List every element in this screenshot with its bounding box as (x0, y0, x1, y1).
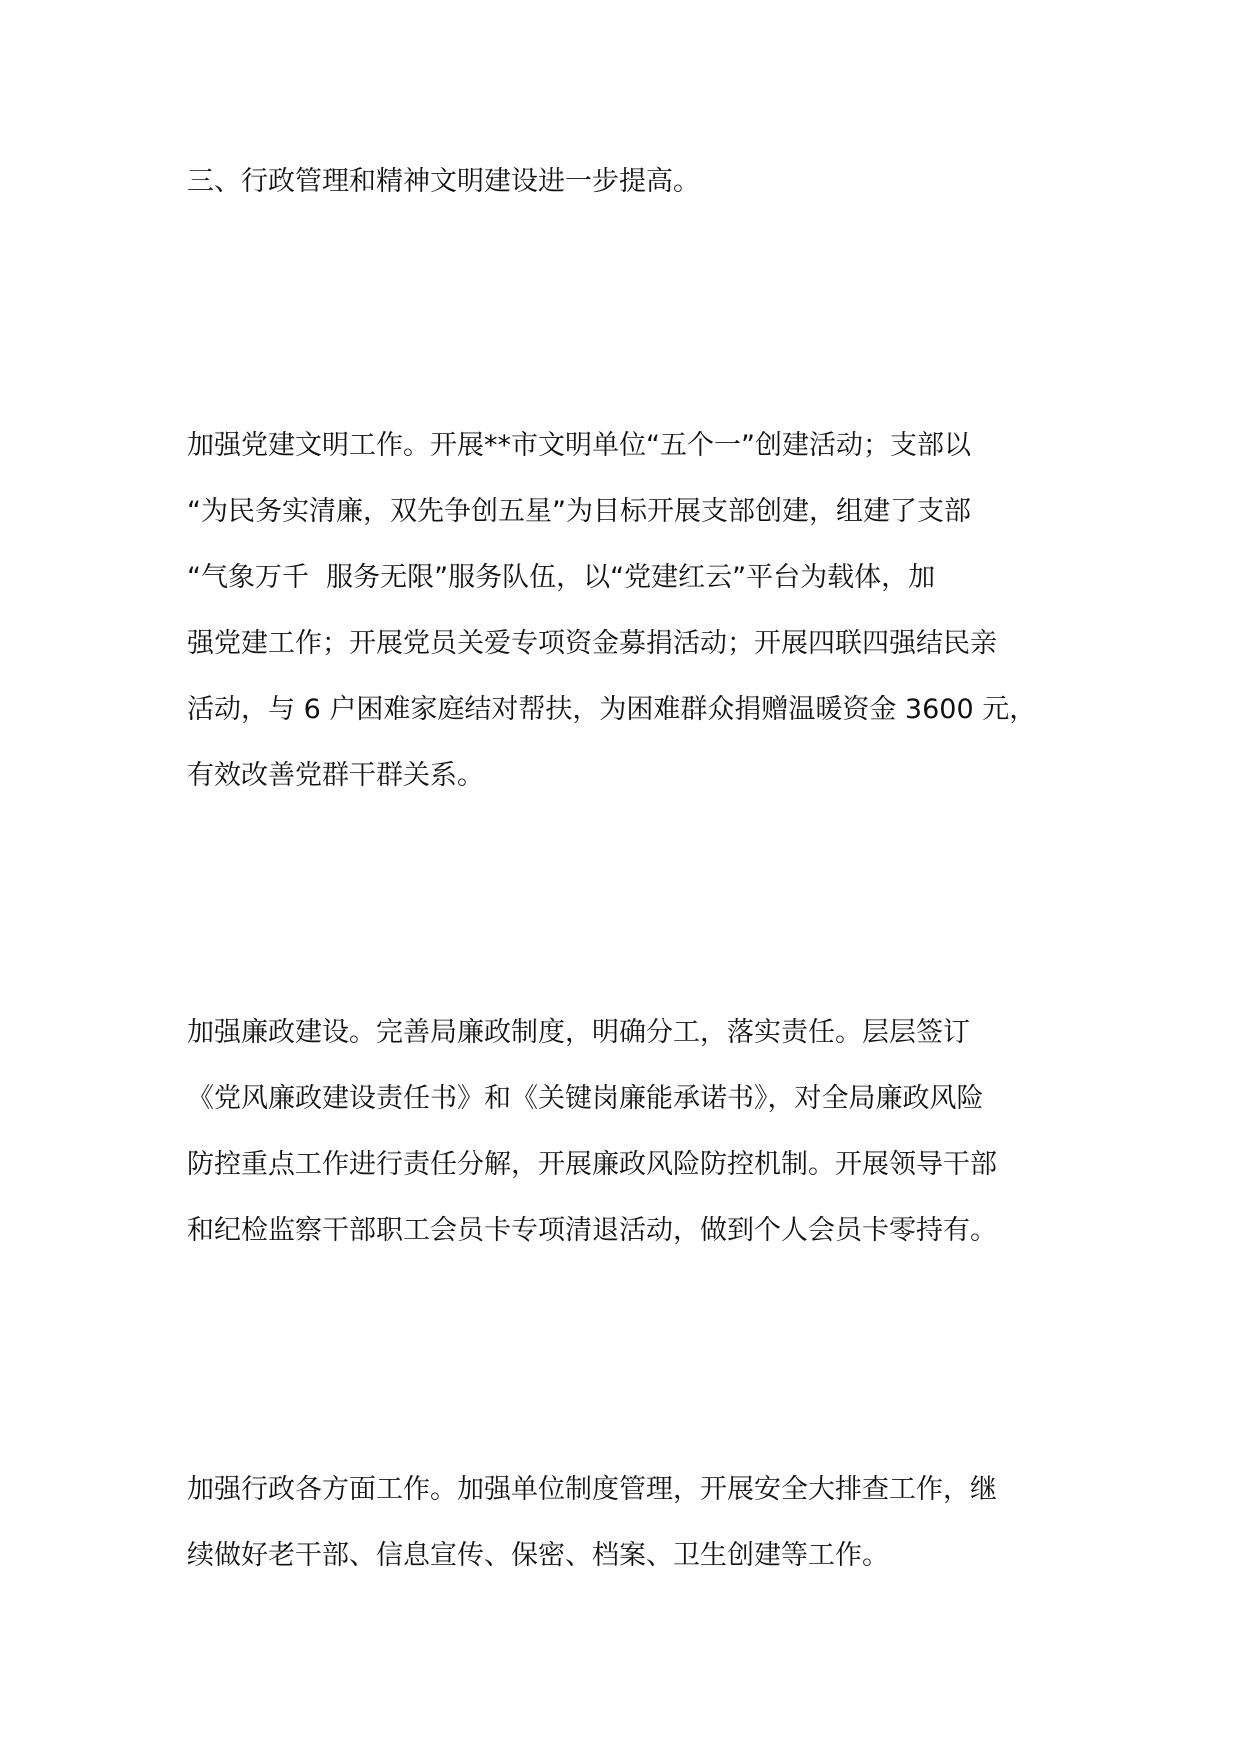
paragraph-line: 《党风廉政建设责任书》和《关键岗廉能承诺书》，对全局廉政风险 (187, 1083, 984, 1114)
paragraph-line: 防控重点工作进行责任分解，开展廉政风险防控机制。开展领导干部 (187, 1149, 997, 1180)
paragraph-line: “气象万千 服务无限”服务队伍，以“党建红云”平台为载体，加 (187, 562, 936, 593)
paragraph-line: 加强行政各方面工作。加强单位制度管理，开展安全大排查工作，继 (187, 1474, 997, 1505)
paragraph-line: 加强廉政建设。完善局廉政制度，明确分工，落实责任。层层签订 (187, 1017, 970, 1048)
paragraph-line: 加强党建文明工作。开展**市文明单位“五个一”创建活动；支部以 (187, 430, 971, 461)
paragraph-line: 有效改善党群干群关系。 (187, 760, 484, 791)
section-heading: 三、行政管理和精神文明建设进一步提高。 (187, 166, 700, 197)
paragraph-line: 强党建工作；开展党员关爱专项资金募捐活动；开展四联四强结民亲 (187, 628, 997, 659)
paragraph-integrity-building (187, 1000, 1067, 1264)
paragraph-line: 续做好老干部、信息宣传、保密、档案、卫生创建等工作。 (187, 1540, 889, 1571)
paragraph-line: “为民务实清廉，双先争创五星”为目标开展支部创建，组建了支部 (187, 496, 971, 527)
paragraph-line: 和纪检监察干部职工会员卡专项清退活动，做到个人会员卡零持有。 (187, 1215, 997, 1246)
paragraph-line: 活动，与 6 户困难家庭结对帮扶，为困难群众捐赠温暖资金 3600 元， (187, 694, 1037, 725)
paragraph-party-building (187, 413, 1067, 809)
paragraph-administration (187, 1457, 1067, 1589)
